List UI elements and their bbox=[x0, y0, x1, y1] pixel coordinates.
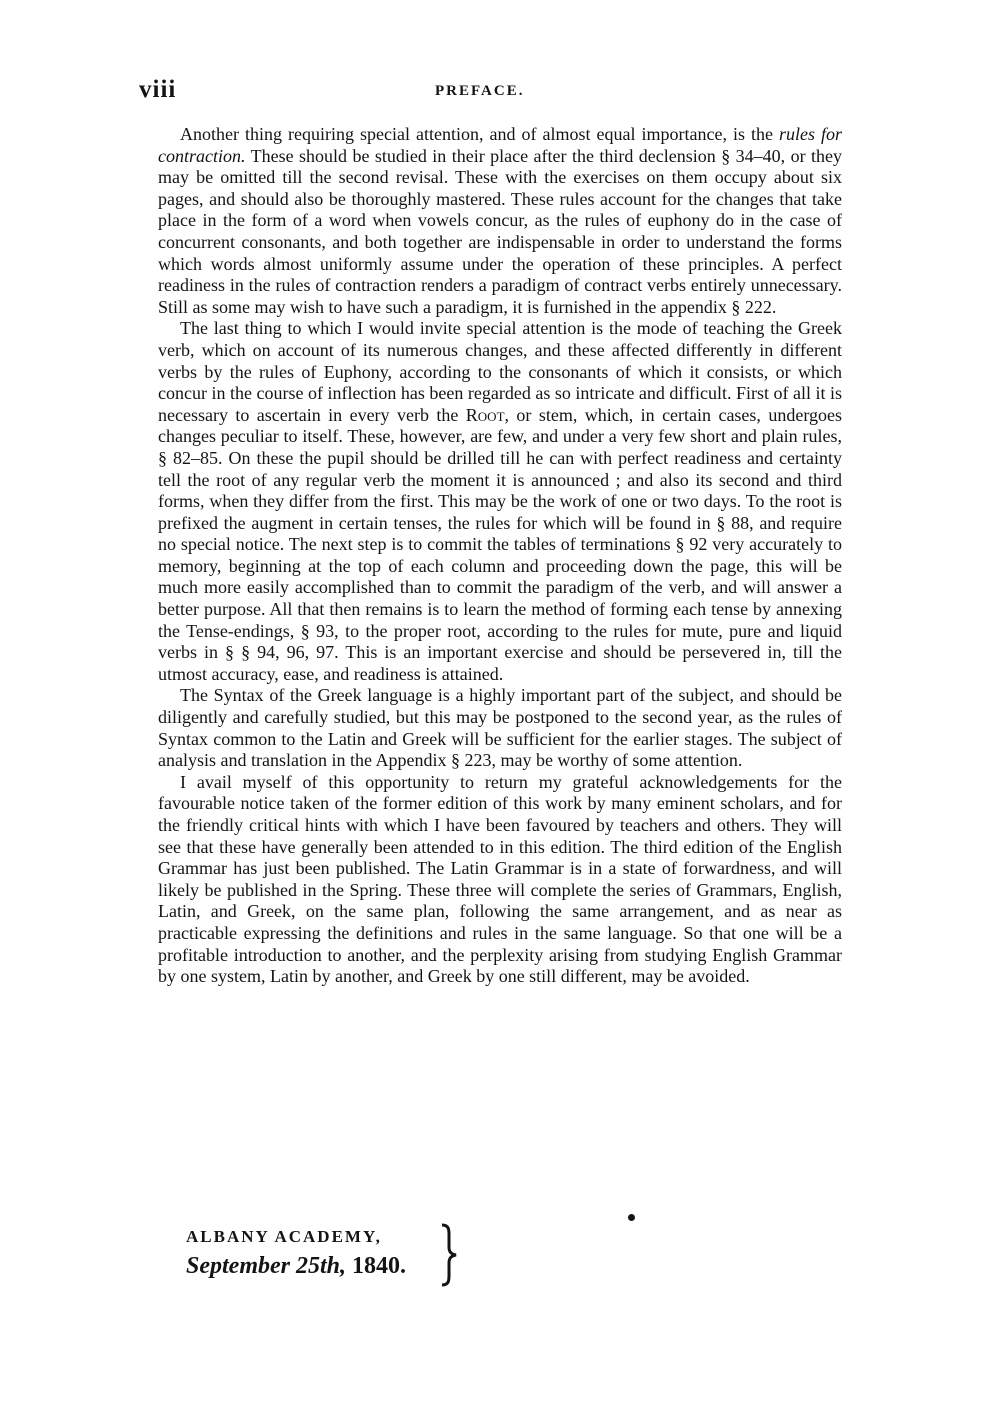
signature-block bbox=[186, 1227, 506, 1297]
running-head bbox=[139, 76, 839, 106]
paragraph-greek-verb-text-b: , or stem, which, in certain cases, undergoes changes peculiar to itself. These, however, are few, and under a very few short and plain rules, § 82–85. On these the pupil should be drilled till he can with perfect readiness and certainty tell the root of any regular verb the moment it is announced ; and also its second and third forms, when they differ from the first. This may be the work of one or two days. To the root is prefixed the augment in certain tenses, the rules for which will be found in § 88, and require no special notice. The next step is to commit the tables of terminations § 92 very accurately to memory, beginning at the top of each column and proceeding down the page, this will be much more easily accomplished than to commit the paradigm of the verb, and will answer a better purpose. All that then remains is to learn the method of forming each tense by annexing the Tense-endings, § 93, to the proper root, according to the rules for mute, pure and liquid verbs in § § 94, 96, 97. This is an important exercise and should be persevered in, till the utmost accuracy, ease, and readiness is attained. bbox=[158, 404, 842, 684]
paragraph-contraction bbox=[158, 124, 842, 318]
paragraph-acknowledgements: I avail myself of this opportunity to return my grateful acknowledgements for the favourable notice taken of the former edition of this work by many eminent scholars, and for the friendly critical hints with which I have been favoured by teachers and others. They will see that these have generally been attended to in this edition. The third edition of the English Grammar has just been published. The Latin Grammar is in a state of forwardness, and will likely be published in the Spring. These three will complete the series of Grammars, English, Latin, and Greek, on the same plan, following the same arrangement, and as near as practicable expressing the definitions and rules in the same language. So that one will be a profitable introduction to another, and the perplexity arising from studying English Grammar by one system, Latin by another, and Greek by one still different, may be avoided. bbox=[158, 771, 842, 987]
page-number: viii bbox=[139, 76, 177, 103]
signature-place: ALBANY ACADEMY, bbox=[186, 1227, 382, 1246]
signature-date-text: September 25th, bbox=[186, 1253, 346, 1279]
paragraph-contraction-text-b: These should be studied in their place after the third declension § 34–40, or they may be omitted till the second revisal. These with the exercises on them occupy about six pages, and should also be thoroughly mastered. These rules account for the changes that take place in the form of a word when vowels concur, as the rules of euphony do in the case of concurrent consonants, and both together are indispensable in order to understand the forms which words almost uniformly assume under the operation of these principles. A perfect readiness in the rules of contraction renders a paradigm of contract verbs entirely unnecessary. Still as some may wish to have such a paradigm, it is furnished in the appendix § 222. bbox=[158, 145, 842, 317]
paragraph-greek-verb-text-a: The last thing to which I would invite special attention is the mode of teaching the Greek verb, which on account of its numerous changes, and these affected differently in different verbs by the rules of Euphony, according to the consonants of which it consists, or which concur in the course of inflection has been regarded as so intricate and difficult. First of all it is necessary to ascertain in every verb the bbox=[158, 318, 842, 425]
signature-date bbox=[186, 1253, 406, 1280]
paragraph-contraction-text-a: Another thing requiring special attention, and of almost equal importance, is the bbox=[180, 124, 779, 144]
ink-dot-mark bbox=[628, 1214, 635, 1221]
preface-body bbox=[158, 124, 842, 988]
page-title: PREFACE. bbox=[435, 83, 525, 99]
right-brace-icon bbox=[438, 1223, 460, 1287]
root-term: Root bbox=[465, 404, 505, 425]
paragraph-greek-verb bbox=[158, 318, 842, 685]
paragraph-syntax: The Syntax of the Greek language is a highly important part of the subject, and should be diligently and carefully studied, but this may be postponed to the second year, as the rules of Syntax common to the Latin and Greek will be sufficient for the earlier stages. The subject of analysis and translation in the Appendix § 223, may be worthy of some attention. bbox=[158, 685, 842, 771]
rules-for-contraction-phrase: rules for contraction. bbox=[158, 124, 843, 166]
signature-year: 1840. bbox=[352, 1253, 406, 1279]
